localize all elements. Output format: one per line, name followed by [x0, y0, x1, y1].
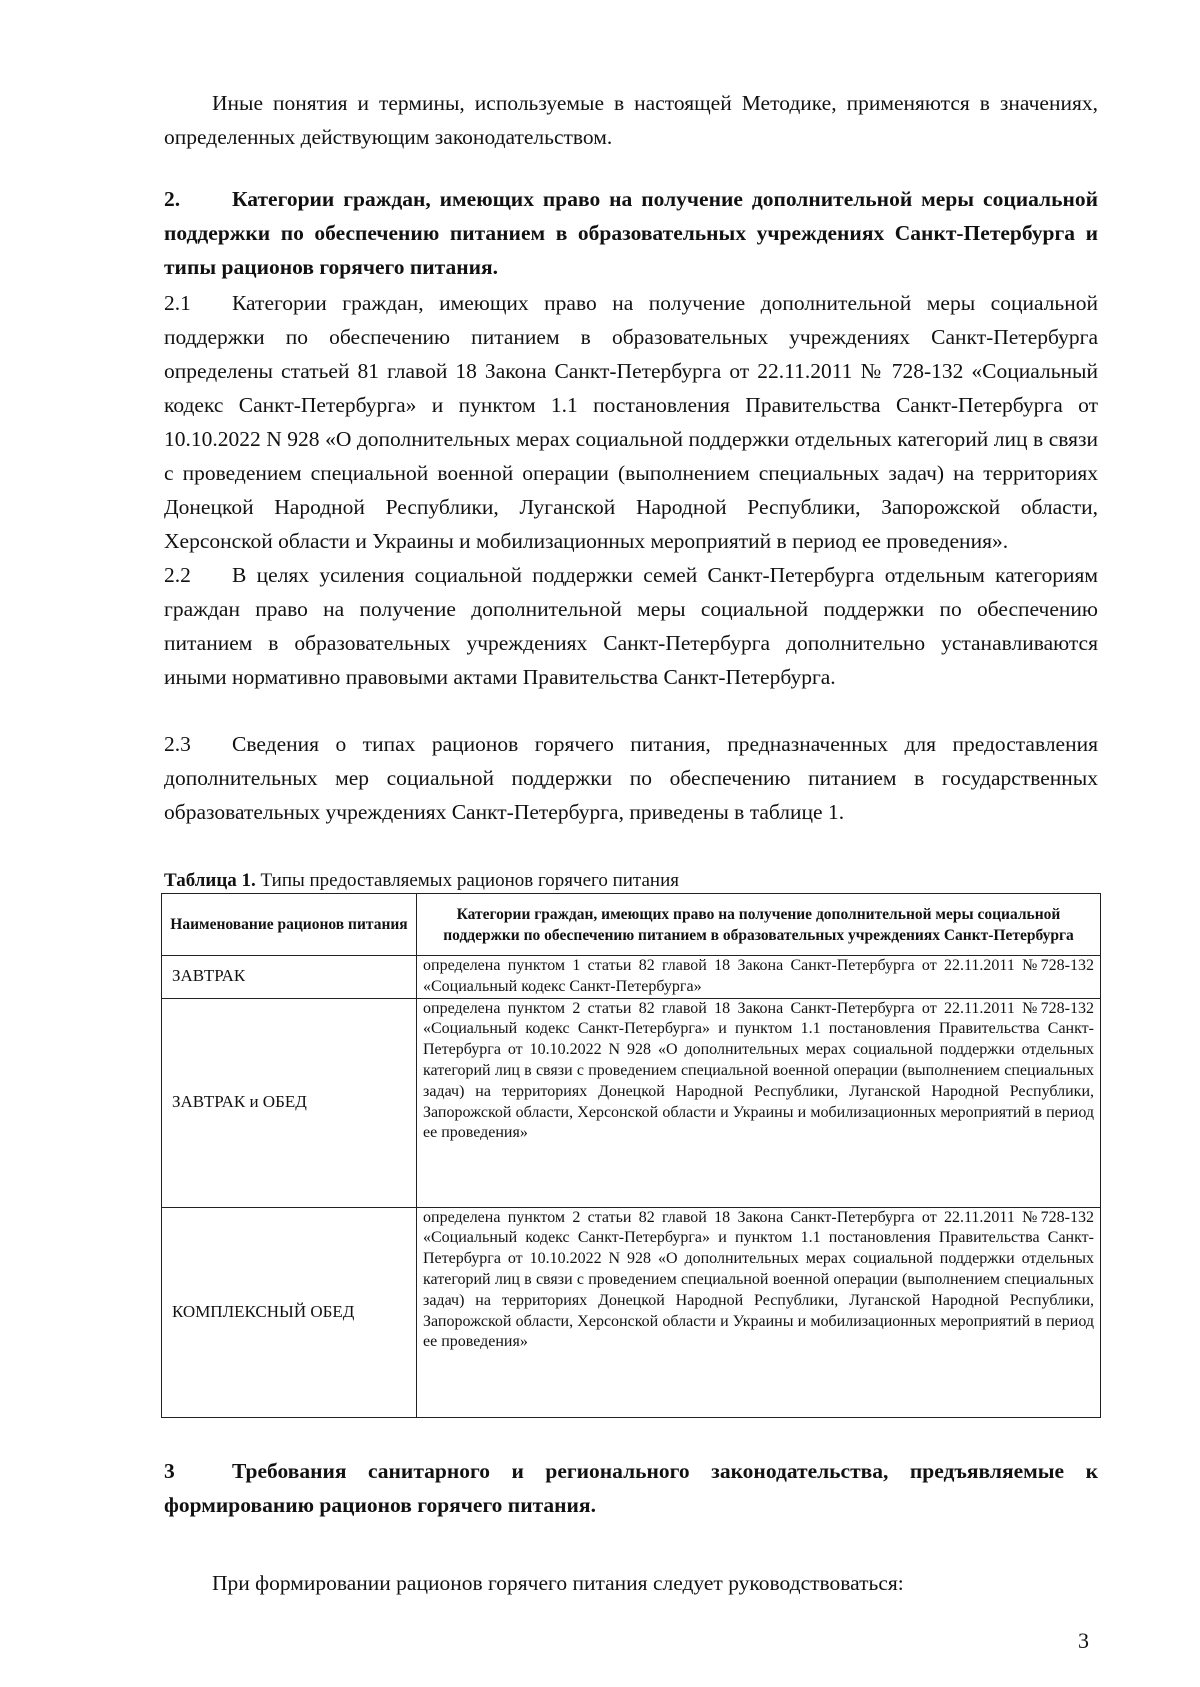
- table-caption: [164, 869, 679, 893]
- paragraph-2-3: [164, 727, 1098, 829]
- meal-description-cell: определена пунктом 1 статьи 82 главой 18 Закона Санкт-Петербурга от 22.11.2011 №728-132 «Социальный кодекс Санкт-Петербурга»: [417, 956, 1101, 999]
- meal-name-cell: ЗАВТРАК: [162, 956, 417, 999]
- meal-description-cell: определена пунктом 2 статьи 82 главой 18 Закона Санкт-Петербурга от 22.11.2011 №728-132 «Социальный кодекс Санкт-Петербурга» и пунктом 1.1 постановления Правительства Санкт-Петербурга от 10.10.2022 N 928 «О дополнительных мерах социальной поддержки отдельных категорий лиц в связи с проведением специальной военной операции (выполнением специальных задач) на территориях Донецкой Народной Республики, Луганской Народной Республики, Запорожской области, Херсонской области и Украины и мобилизационных мероприятий в период ее проведения»: [417, 1207, 1101, 1417]
- table-caption-label: Таблица 1.: [164, 870, 256, 891]
- header-categories: Категории граждан, имеющих право на получение дополнительной меры социальной поддержки по обеспечению питанием в образовательных учреждениях Санкт-Петербурга: [417, 894, 1101, 956]
- meal-name-cell: ЗАВТРАК и ОБЕД: [162, 998, 417, 1207]
- section-3-heading: [164, 1454, 1098, 1522]
- closing-paragraph: При формировании рационов горячего питания следует руководствоваться:: [212, 1571, 904, 1595]
- meal-types-table: [161, 893, 1101, 1418]
- paragraph-2-2: [164, 558, 1098, 694]
- meal-name-cell: КОМПЛЕКСНЫЙ ОБЕД: [162, 1207, 417, 1417]
- header-meal-name: Наименование рационов питания: [162, 894, 417, 956]
- paragraph-number: 2.3: [164, 732, 191, 756]
- paragraph-text: Сведения о типах рационов горячего питания, предназначенных для предоставления дополнительных мер социальной поддержки по обеспечению питанием в государственных образовательных учреждениях Санкт-Петербурга, приведены в таблице 1.: [164, 732, 1098, 824]
- paragraph-text: Категории граждан, имеющих право на получение дополнительной меры социальной поддержки по обеспечению питанием в образовательных учреждениях Санкт-Петербурга определены статьей 81 главой 18 Закона Санкт-Петербурга от 22.11.2011 № 728-132 «Социальный кодекс Санкт-Петербурга» и пунктом 1.1 постановления Правительства Санкт-Петербурга от 10.10.2022 N 928 «О дополнительных мерах социальной поддержки отдельных категорий лиц в связи с проведением специальной военной операции (выполнением специальных задач) на территориях Донецкой Народной Республики, Луганской Народной Республики, Запорожской области, Херсонской области и Украины и мобилизационных мероприятий в период ее проведения».: [164, 291, 1098, 553]
- section-2-title: Категории граждан, имеющих право на получение дополнительной меры социальной поддержки по обеспечению питанием в образовательных учреждениях Санкт-Петербурга и типы рационов горячего питания.: [164, 187, 1098, 279]
- paragraph-2-1: [164, 286, 1098, 558]
- table-header-row: [162, 894, 1101, 956]
- paragraph-text: В целях усиления социальной поддержки семей Санкт-Петербурга отдельным категориям граждан право на получение дополнительной меры социальной поддержки по обеспечению питанием в образовательных учреждениях Санкт-Петербурга дополнительно устанавливаются иными нормативно правовыми актами Правительства Санкт-Петербурга.: [164, 563, 1098, 689]
- paragraph-number: 2.2: [164, 563, 191, 587]
- intro-paragraph: Иные понятия и термины, используемые в настоящей Методике, применяются в значениях, определенных действующим законодательством.: [164, 91, 1098, 149]
- table-caption-text: Типы предоставляемых рационов горячего питания: [260, 870, 679, 891]
- table-row: [162, 1207, 1101, 1417]
- section-3-number: 3: [164, 1459, 175, 1483]
- page-number: 3: [1078, 1628, 1089, 1653]
- section-2-heading: [164, 182, 1098, 284]
- section-3-title: Требования санитарного и регионального законодательства, предъявляемые к формированию рационов горячего питания.: [164, 1459, 1098, 1517]
- meal-description-cell: определена пунктом 2 статьи 82 главой 18 Закона Санкт-Петербурга от 22.11.2011 №728-132 «Социальный кодекс Санкт-Петербурга» и пунктом 1.1 постановления Правительства Санкт-Петербурга от 10.10.2022 N 928 «О дополнительных мерах социальной поддержки отдельных категорий лиц в связи с проведением специальной военной операции (выполнением специальных задач) на территориях Донецкой Народной Республики, Луганской Народной Республики, Запорожской области, Херсонской области и Украины и мобилизационных мероприятий в период ее проведения»: [417, 998, 1101, 1207]
- table-row: [162, 956, 1101, 999]
- table-row: [162, 998, 1101, 1207]
- paragraph-number: 2.1: [164, 291, 191, 315]
- section-2-number: 2.: [164, 187, 181, 211]
